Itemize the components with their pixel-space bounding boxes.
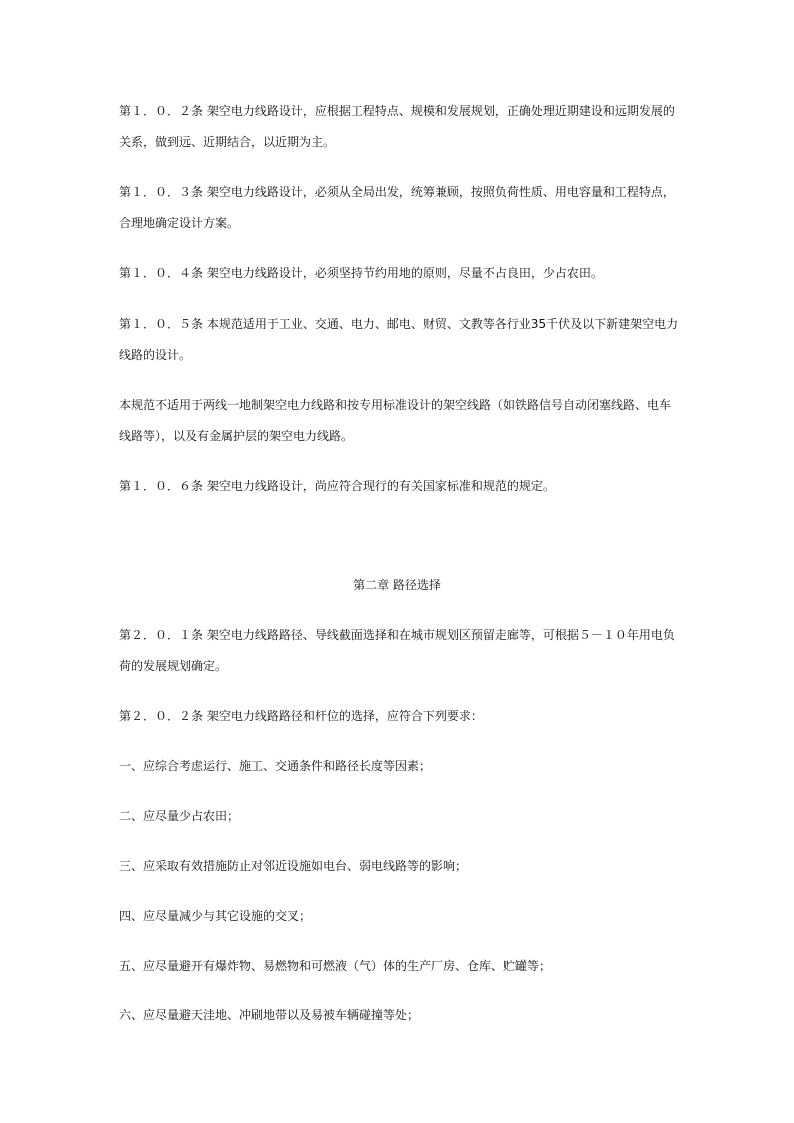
clause-1-0-3: 第１．０．３条 架空电力线路设计，必须从全局出发，统筹兼顾，按照负荷性质、用电容量和工程特点，合理地确定设计方案。 (119, 185, 675, 230)
requirement-item-2: 二、应尽量少占农田； (119, 809, 240, 823)
chapter-title: 第二章 路径选择 (353, 578, 441, 592)
requirement-item-6: 六、应尽量避天洼地、冲刷地带以及易被车辆碰撞等处； (119, 1008, 420, 1022)
clause-1-0-4: 第１．０．４条 架空电力线路设计，必须坚持节约用地的原则，尽量不占良田，少占农田。 (119, 266, 603, 280)
clause-2-0-1: 第２．０．１条 架空电力线路路径、导线截面选择和在城市规划区预留走廊等，可根据５－１０年用电负荷的发展规划确定。 (119, 628, 675, 673)
requirement-item-5: 五、应尽量避开有爆炸物、易燃物和可燃液（气）体的生产厂房、仓库、贮罐等； (119, 959, 552, 973)
clause-1-0-2: 第１．０．２条 架空电力线路设计，应根据工程特点、规模和发展规划，正确处理近期建设和远期发展的关系，做到远、近期结合，以近期为主。 (119, 104, 675, 149)
clause-1-0-6: 第１．０．６条 架空电力线路设计，尚应符合现行的有关国家标准和规范的规定。 (119, 479, 555, 493)
clause-2-0-2: 第２．０．２条 架空电力线路路径和杆位的选择，应符合下列要求： (119, 709, 483, 723)
requirement-item-1: 一、应综合考虑运行、施工、交通条件和路径长度等因素； (119, 759, 432, 773)
clause-1-0-5: 第１．０．５条 本规范适用于工业、交通、电力、邮电、财贸、文教等各行业35千伏及以下新建架空电力线路的设计。 (119, 317, 679, 362)
clause-1-0-5-note: 本规范不适用于两线一地制架空电力线路和按专用标准设计的架空线路（如铁路信号自动闭塞线路、电车线路等），以及有金属护层的架空电力线路。 (119, 398, 672, 443)
requirement-item-3: 三、应采取有效措施防止对邻近设施如电台、弱电线路等的影响； (119, 859, 468, 873)
requirement-item-4: 四、应尽量减少与其它设施的交叉； (119, 909, 312, 923)
